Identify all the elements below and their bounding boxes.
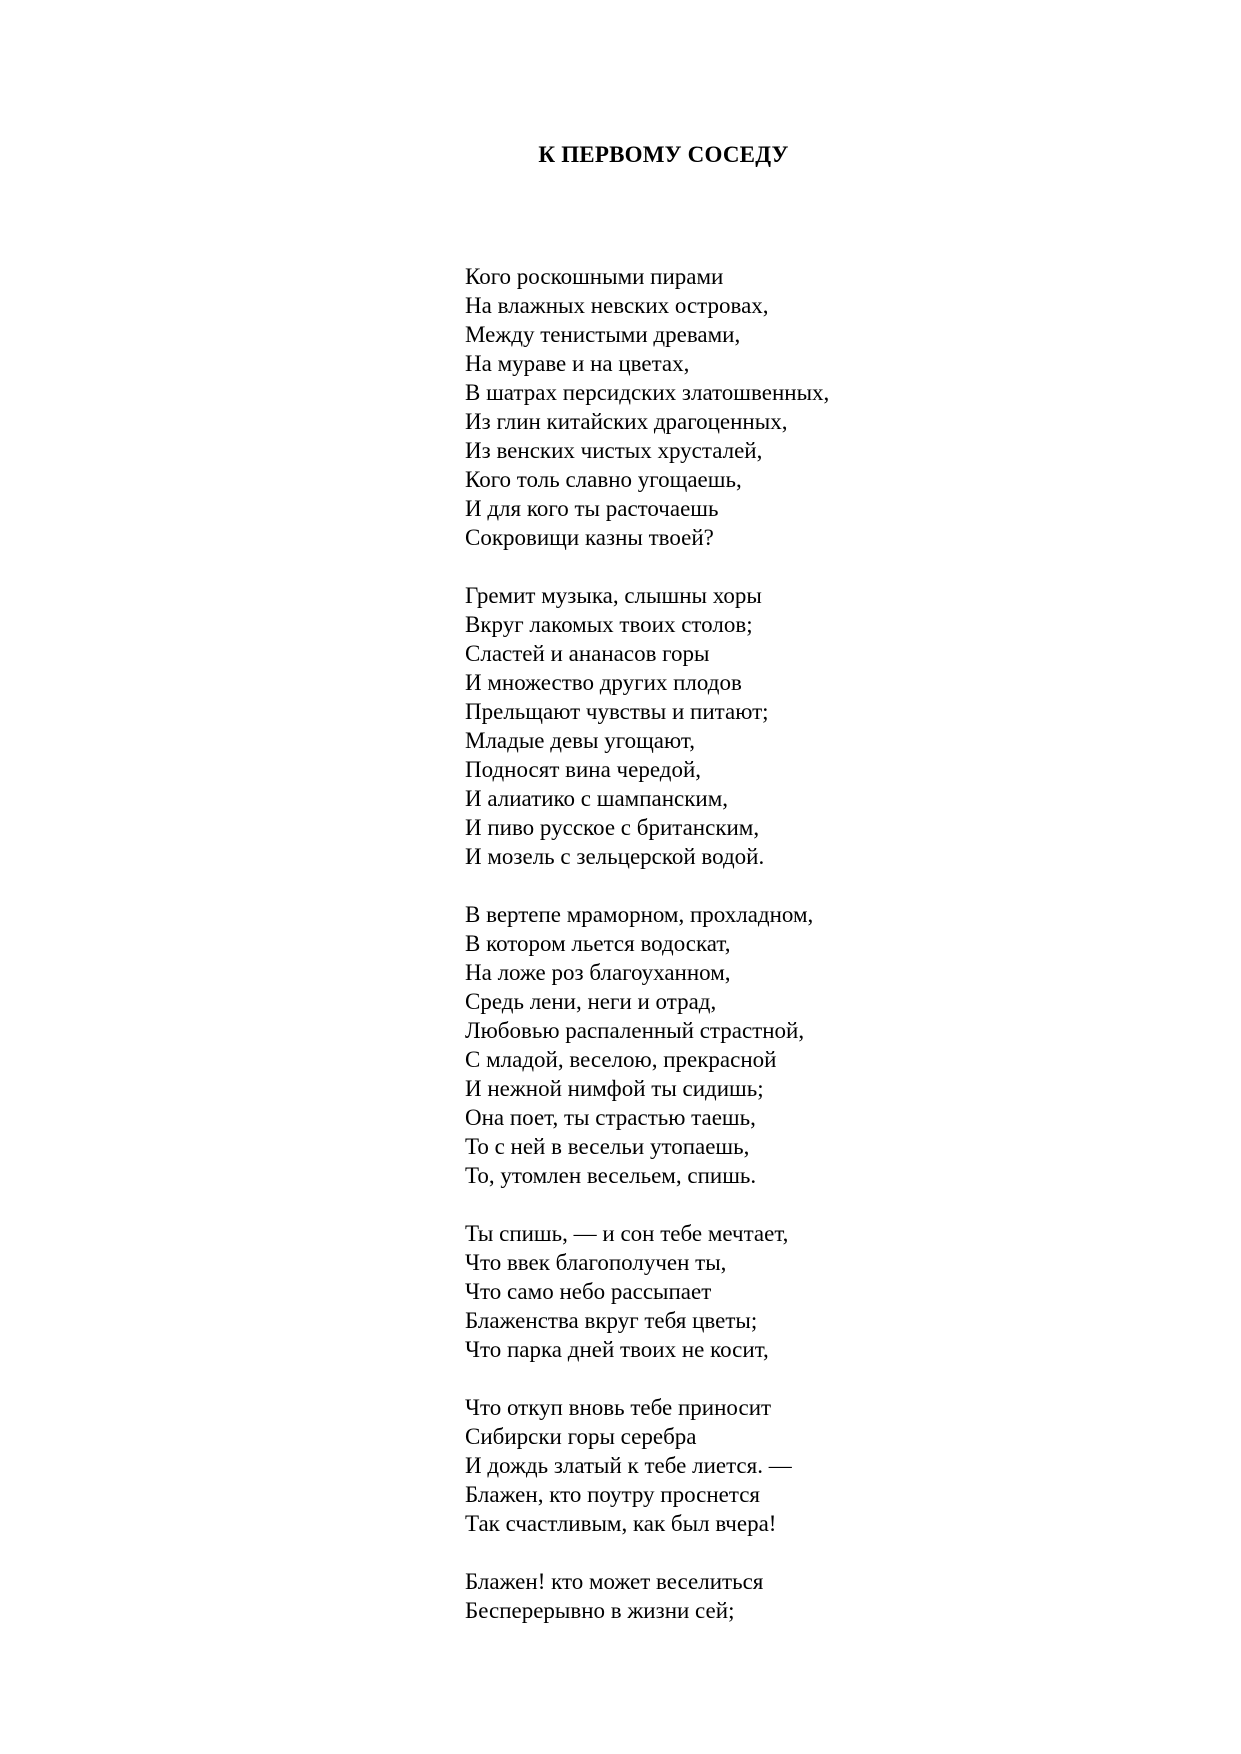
poem-line: Что парка дней твоих не косит,	[465, 1337, 769, 1362]
stanza-3	[465, 900, 1165, 1190]
poem-line: В шатрах персидских златошвенных,	[465, 380, 830, 405]
poem-line: То, утомлен весельем, спишь.	[465, 1163, 757, 1188]
poem-line: На ложе роз благоуханном,	[465, 960, 731, 985]
poem-line: И дождь златый к тебе лиется. —	[465, 1453, 792, 1478]
poem-line: Блажен! кто может веселиться	[465, 1569, 764, 1594]
poem-line: Бесперерывно в жизни сей;	[465, 1598, 735, 1623]
poem-line: Из глин китайских драгоценных,	[465, 409, 788, 434]
poem-line: И алиатико с шампанским,	[465, 786, 729, 811]
poem-line: Из венских чистых хрусталей,	[465, 438, 763, 463]
stanza-2	[465, 581, 1165, 871]
poem-line: Вкруг лакомых твоих столов;	[465, 612, 753, 637]
poem-line: Гремит музыка, слышны хоры	[465, 583, 762, 608]
poem-line: Что откуп вновь тебе приносит	[465, 1395, 772, 1420]
poem-line: И мозель с зельцерской водой.	[465, 844, 765, 869]
poem-line: Любовью распаленный страстной,	[465, 1018, 805, 1043]
poem-body	[465, 262, 1165, 1654]
poem-line: С младой, веселою, прекрасной	[465, 1047, 777, 1072]
poem-line: Прельщают чувствы и питают;	[465, 699, 769, 724]
poem-line: Сибирски горы серебра	[465, 1424, 697, 1449]
poem-line: В вертепе мраморном, прохладном,	[465, 902, 814, 927]
poem-line: И для кого ты расточаешь	[465, 496, 719, 521]
poem-line: Блажен, кто поутру проснется	[465, 1482, 761, 1507]
poem-line: То с ней в весельи утопаешь,	[465, 1134, 750, 1159]
poem-line: Ты спишь, — и сон тебе мечтает,	[465, 1221, 789, 1246]
poem-title: К ПЕРВОМУ СОСЕДУ	[538, 142, 789, 167]
stanza-6	[465, 1567, 1165, 1625]
poem-line: Кого роскошными пирами	[465, 264, 724, 289]
poem-line: Сокровищи казны твоей?	[465, 525, 714, 550]
poem-line: Средь лени, неги и отрад,	[465, 989, 717, 1014]
poem-line: Кого толь славно угощаешь,	[465, 467, 742, 492]
poem-line: Сластей и ананасов горы	[465, 641, 710, 666]
poem-line: И нежной нимфой ты сидишь;	[465, 1076, 764, 1101]
poem-line: И множество других плодов	[465, 670, 742, 695]
stanza-1	[465, 262, 1165, 552]
poem-line: Что само небо рассыпает	[465, 1279, 712, 1304]
poem-line: На влажных невских островах,	[465, 293, 769, 318]
poem-line: Младые девы угощают,	[465, 728, 695, 753]
poem-line: Она поет, ты страстью таешь,	[465, 1105, 756, 1130]
stanza-5	[465, 1393, 1165, 1538]
stanza-4	[465, 1219, 1165, 1364]
poem-line: В котором льется водоскат,	[465, 931, 731, 956]
poem-line: Подносят вина чередой,	[465, 757, 701, 782]
poem-line: На мураве и на цветах,	[465, 351, 690, 376]
poem-line: И пиво русское с британским,	[465, 815, 760, 840]
poem-line: Так счастливым, как был вчера!	[465, 1511, 777, 1536]
poem-line: Между тенистыми древами,	[465, 322, 741, 347]
poem-line: Блаженства вкруг тебя цветы;	[465, 1308, 758, 1333]
poem-line: Что ввек благополучен ты,	[465, 1250, 727, 1275]
